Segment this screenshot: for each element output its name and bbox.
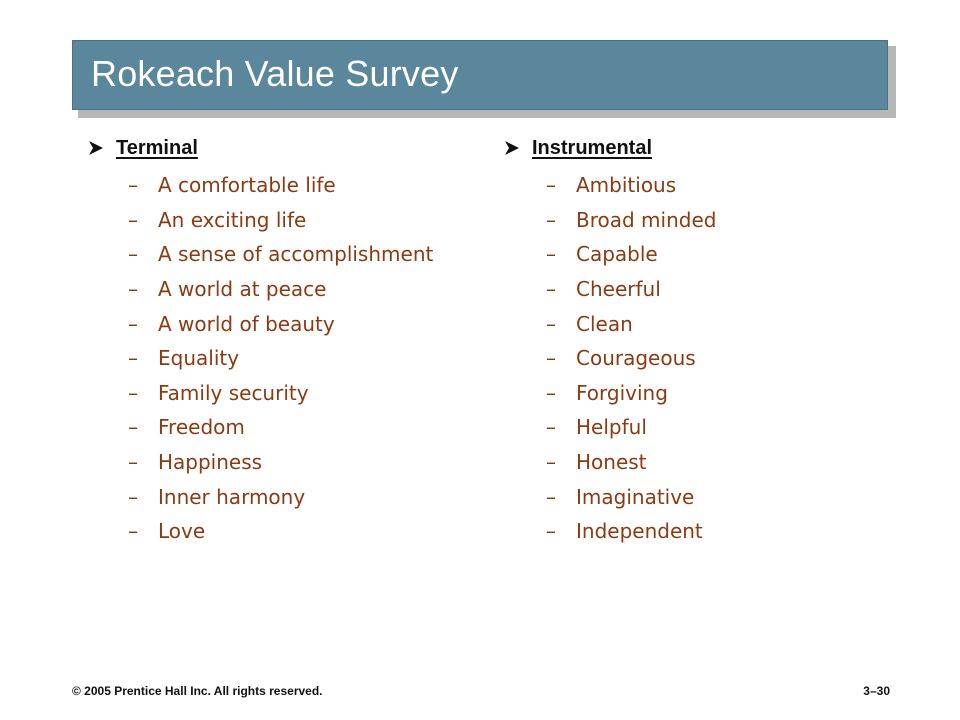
instrumental-heading: Instrumental (532, 136, 653, 159)
instrumental-heading-row (504, 132, 716, 164)
dash-bullet: – (546, 207, 556, 232)
dash-bullet: – (128, 484, 138, 509)
instrumental-list (504, 168, 716, 549)
instrumental-item-label: Imaginative (576, 484, 695, 509)
instrumental-item (504, 376, 716, 411)
instrumental-item-label: Independent (576, 519, 703, 544)
dash-bullet: – (128, 277, 138, 302)
terminal-item-label: Love (158, 519, 206, 544)
terminal-column (88, 132, 433, 549)
terminal-item (88, 479, 433, 514)
terminal-item-label: Freedom (158, 415, 245, 440)
dash-bullet: – (546, 311, 556, 336)
terminal-item (88, 306, 433, 341)
dash-bullet: – (128, 207, 138, 232)
page-number: 3–30 (863, 684, 890, 698)
dash-bullet: – (128, 450, 138, 475)
terminal-item (88, 168, 433, 203)
dash-bullet: – (546, 450, 556, 475)
terminal-item-label: Inner harmony (158, 484, 306, 509)
dash-bullet: – (546, 380, 556, 405)
dash-bullet: – (128, 415, 138, 440)
dash-bullet: – (546, 415, 556, 440)
instrumental-item (504, 445, 716, 480)
instrumental-item (504, 514, 716, 549)
instrumental-item-label: Ambitious (576, 173, 677, 198)
arrow-bullet-icon (88, 140, 104, 156)
instrumental-item-label: Helpful (576, 415, 647, 440)
terminal-item (88, 410, 433, 445)
terminal-item (88, 514, 433, 549)
instrumental-item (504, 203, 716, 238)
terminal-heading: Terminal (116, 136, 198, 159)
instrumental-item-label: Honest (576, 450, 647, 475)
terminal-item (88, 237, 433, 272)
copyright-footer: © 2005 Prentice Hall Inc. All rights reserved. (72, 684, 323, 698)
terminal-item-label: Family security (158, 380, 309, 405)
instrumental-item-label: Courageous (576, 346, 696, 371)
dash-bullet: – (546, 277, 556, 302)
dash-bullet: – (128, 311, 138, 336)
terminal-item (88, 376, 433, 411)
terminal-heading-row (88, 132, 433, 164)
terminal-item-label: A comfortable life (158, 173, 336, 198)
instrumental-item-label: Forgiving (576, 380, 668, 405)
terminal-item (88, 272, 433, 307)
instrumental-item (504, 237, 716, 272)
terminal-item-label: An exciting life (158, 207, 307, 232)
instrumental-item-label: Broad minded (576, 207, 717, 232)
dash-bullet: – (128, 380, 138, 405)
dash-bullet: – (128, 346, 138, 371)
page-title: Rokeach Value Survey (91, 53, 459, 94)
dash-bullet: – (128, 242, 138, 267)
terminal-item-label: A sense of accomplishment (158, 242, 434, 267)
instrumental-item-label: Cheerful (576, 277, 661, 302)
dash-bullet: – (546, 484, 556, 509)
dash-bullet: – (128, 519, 138, 544)
instrumental-item-label: Capable (576, 242, 658, 267)
arrow-bullet-icon (504, 140, 520, 156)
instrumental-item (504, 306, 716, 341)
instrumental-item-label: Clean (576, 311, 633, 336)
instrumental-item (504, 341, 716, 376)
terminal-item-label: Happiness (158, 450, 263, 475)
terminal-item (88, 203, 433, 238)
instrumental-item (504, 168, 716, 203)
dash-bullet: – (546, 242, 556, 267)
terminal-item-label: A world of beauty (158, 311, 335, 336)
dash-bullet: – (128, 173, 138, 198)
instrumental-item (504, 410, 716, 445)
terminal-item-label: Equality (158, 346, 240, 371)
terminal-item-label: A world at peace (158, 277, 327, 302)
terminal-item (88, 341, 433, 376)
dash-bullet: – (546, 346, 556, 371)
terminal-item (88, 445, 433, 480)
title-bar (72, 40, 888, 110)
instrumental-item (504, 479, 716, 514)
instrumental-item (504, 272, 716, 307)
dash-bullet: – (546, 519, 556, 544)
dash-bullet: – (546, 173, 556, 198)
instrumental-column (504, 132, 716, 549)
terminal-list (88, 168, 433, 549)
